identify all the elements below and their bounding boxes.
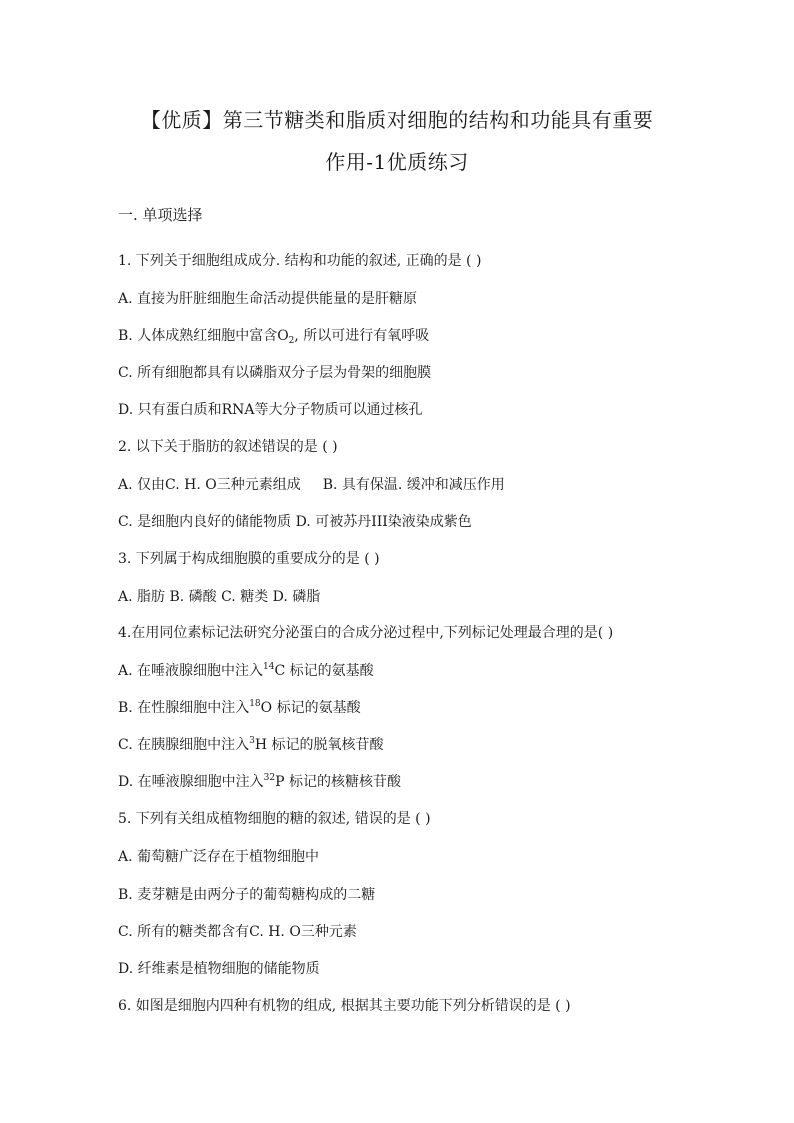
- section-heading: 一. 单项选择: [118, 206, 203, 224]
- question-2-option-b: B. 具有保温. 缓冲和减压作用: [322, 477, 505, 493]
- question-3-stem: 3. 下列属于构成细胞膜的重要成分的是 ( ): [118, 551, 380, 567]
- superscript: 18: [249, 699, 261, 709]
- option-text: D. 在唾液腺细胞中注入: [118, 774, 264, 790]
- question-1-option-a: A. 直接为肝脏细胞生命活动提供能量的是肝糖原: [118, 291, 418, 307]
- superscript: 14: [263, 662, 275, 672]
- question-1-option-b: [118, 325, 429, 346]
- document-title-line-2: 作用-1优质练习: [325, 150, 469, 174]
- option-text: C. 在胰腺细胞中注入: [118, 737, 250, 753]
- option-text: O 标记的氨基酸: [260, 700, 361, 716]
- question-6-stem: 6. 如图是细胞内四种有机物的组成, 根据其主要功能下列分析错误的是 ( ): [118, 998, 571, 1014]
- option-text: P 标记的核糖核苷酸: [275, 774, 401, 790]
- question-2-options-ab: [118, 474, 505, 494]
- option-text: H 标记的脱氧核苷酸: [254, 737, 384, 753]
- question-3-options: A. 脂肪 B. 磷酸 C. 糖类 D. 磷脂: [118, 589, 321, 605]
- question-2-option-a: A. 仅由C. H. O三种元素组成: [118, 477, 301, 493]
- question-5-option-b: B. 麦芽糖是由两分子的葡萄糖构成的二糖: [118, 887, 376, 903]
- question-1-option-d: D. 只有蛋白质和RNA等大分子物质可以通过核孔: [118, 402, 423, 418]
- option-text: A. 在唾液腺细胞中注入: [118, 663, 264, 679]
- question-4-option-c: [118, 734, 384, 754]
- superscript: 3: [249, 736, 255, 746]
- question-1-option-c: C. 所有细胞都具有以磷脂双分子层为骨架的细胞膜: [118, 365, 432, 381]
- question-5-stem: 5. 下列有关组成植物细胞的糖的叙述, 错误的是 ( ): [118, 811, 431, 827]
- question-1-stem: 1. 下列关于细胞组成成分. 结构和功能的叙述, 正确的是 ( ): [118, 253, 482, 269]
- question-4-option-a: [118, 660, 374, 680]
- question-2-stem: 2. 以下关于脂肪的叙述错误的是 ( ): [118, 439, 338, 455]
- question-5-option-c: C. 所有的糖类都含有C. H. O三种元素: [118, 924, 357, 940]
- question-2-options-cd: C. 是细胞内良好的储能物质 D. 可被苏丹III染液染成紫色: [118, 514, 472, 530]
- question-5-option-d: D. 纤维素是植物细胞的储能物质: [118, 961, 320, 977]
- option-text: B. 人体成熟红细胞中富含O: [118, 328, 289, 344]
- question-4-stem: 4.在用同位素标记法研究分泌蛋白的合成分泌过程中,下列标记处理最合理的是( ): [118, 625, 614, 641]
- question-4-option-d: [118, 771, 401, 791]
- option-text: , 所以可进行有氧呼吸: [294, 328, 430, 344]
- option-text: C 标记的氨基酸: [274, 663, 374, 679]
- question-5-option-a: A. 葡萄糖广泛存在于植物细胞中: [118, 849, 320, 865]
- question-4-option-b: [118, 697, 361, 717]
- option-text: B. 在性腺细胞中注入: [118, 700, 250, 716]
- document-title-line-1: 【优质】第三节糖类和脂质对细胞的结构和功能具有重要: [140, 108, 654, 132]
- subscript: 2: [288, 336, 295, 346]
- superscript: 32: [263, 773, 276, 783]
